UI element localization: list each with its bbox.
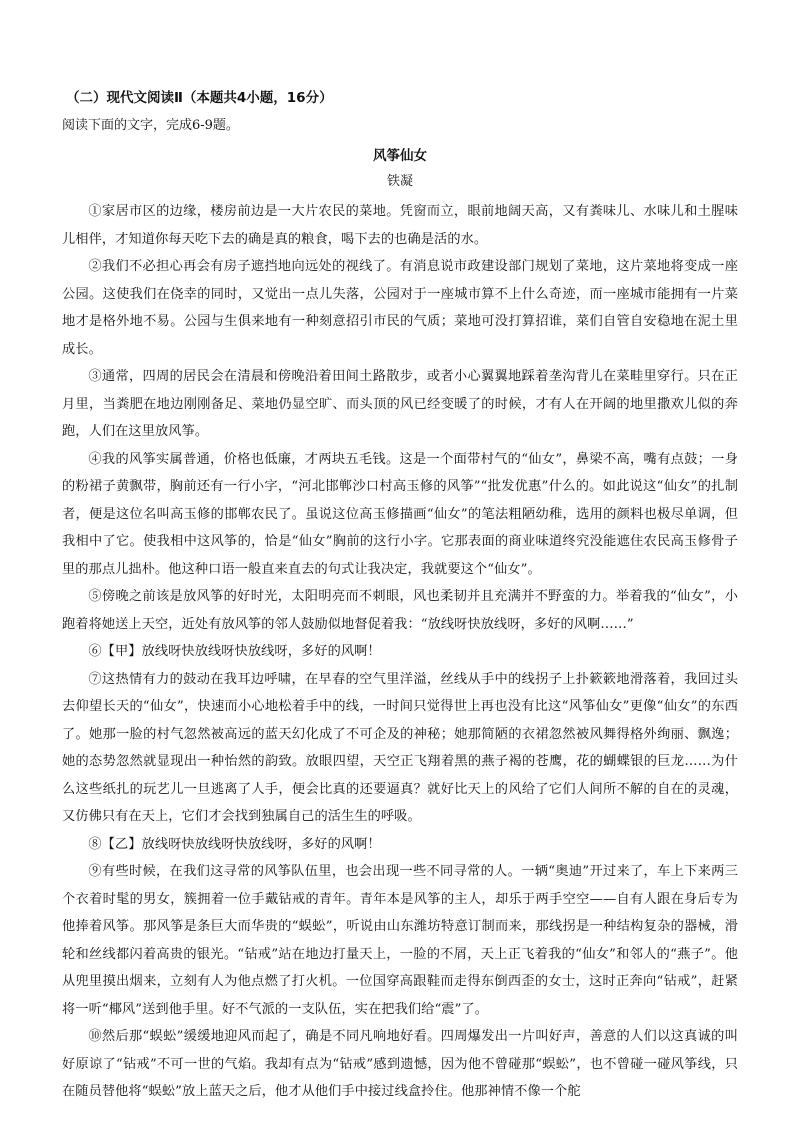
reading-instruction: 阅读下面的文字，完成6-9题。 [62, 118, 239, 133]
paragraph-1: ①家居市区的边缘，楼房前边是一大片农民的菜地。凭窗而立，眼前地阔天高，又有粪味儿、水味儿和土腥味儿相伴，才知道你每天吃下去的确是真的粮食，喝下去的也确是活的水。 [62, 204, 738, 247]
paragraph-9: ⑨有些时候，在我们这寻常的风筝队伍里，也会出现一些不同寻常的人。一辆“奥迪”开过来了，车上下来两三个衣着时髦的男女，簇拥着一位手戴钻戒的青年。青年本是风筝的主人，却乐于两手空空——自有人跟在身后专为他捧着风筝。那风筝是条巨大而华贵的“蜈蚣”，听说由山东潍坊特意订制而来，那线拐是一种结构复杂的器械，滑轮和丝线都闪着高贵的银光。“钻戒”站在地边打量天上，一脸的不屑，天上正飞着我的“仙女”和邻人的“燕子”。他从兜里摸出烟来，立刻有人为他点燃了打火机。一位国穿高跟鞋而走得东倒西歪的女士，这时正奔向“钻戒”，赶紧将一听“椰风”送到他手里。好不气派的一支队伍，实在把我们给“震”了。 [62, 864, 738, 1017]
section-title: （二）现代文阅读Ⅱ（本题共4小题，16分） [66, 90, 333, 106]
paragraph-7: ⑦这热情有力的鼓动在我耳边呼啸，在早春的空气里洋溢，丝线从手中的线拐子上扑簌簌地滑落着，我回过头去仰望长天的“仙女”，快速而小心地松着手中的线，一时间只觉得世上再也没有比这“风筝仙女”更像“仙女”的东西了。她那一脸的村气忽然被高远的蓝天幻化成了不可企及的神秘；她那简陋的衣裙忽然被风舞得格外绚丽、飘逸；她的态势忽然就显现出一种怡然的韵致。放眼四望，天空正飞翔着黑的燕子褐的苍鹰，花的蝴蝶银的巨龙……为什么这些纸扎的玩艺儿一旦逃离了人手，便会比真的还要逼真？就好比天上的风给了它们人间所不解的自在的灵魂，又仿佛只有在天上，它们才会找到独属自己的活生生的呼吸。 [62, 671, 738, 824]
document-page [62, 88, 738, 1106]
paragraph-6: ⑥【甲】放线呀快放线呀快放线呀，多好的风啊！ [88, 644, 381, 659]
paragraph-8: ⑧【乙】放线呀快放线呀快放线呀，多好的风啊！ [88, 836, 381, 852]
paragraph-2: ②我们不必担心再会有房子遮挡地向远处的视线了。有消息说市政建设部门规划了菜地，这片菜地将变成一座公园。这使我们在侥幸的同时，又觉出一点儿失落，公园对于一座城市算不上什么奇迹，而一座城市能拥有一片菜地才是格外地不易。公园与生俱来地有一种刻意招引市民的气质；菜地可没打算招谁，菜们自管自安稳地在泥土里成长。 [62, 259, 738, 357]
paragraph-10: ⑩然后那“蜈蚣”缓缓地迎风而起了，确是不同凡响地好看。四周爆发出一片叫好声，善意的人们以这真诚的叫好原谅了“钻戒”不可一世的气焰。我却有点为“钻戒”感到遗憾，因为他不曾碰那“蜈蚣”，也不曾碰一碰风筝线，只在随员替他将“蜈蚣”放上蓝天之后，他才从他们手中接过线盒拎住。他那神情不像一个舵 [62, 1029, 738, 1099]
essay-author: 铁凝 [386, 174, 413, 189]
paragraph-4: ④我的风筝实属普通，价格也低廉，才两块五毛钱。这是一个面带村气的“仙女”，鼻梁不高，嘴有点鼓；一身的粉裙子黄飘带，胸前还有一行小字，“河北邯郸沙口村高玉修的风筝”“批发优惠”什么的。如此说这“仙女”的扎制者，便是这位名叫高玉修的邯郸农民了。虽说这位高玉修描画“仙女”的笔法粗陋幼稚，选用的颜料也极尽单调，但我相中了它。使我相中这风筝的，恰是“仙女”胸前的这行小字。它那表面的商业味道终究没能遮住农民高玉修骨子里的那点儿拙朴。他这种口语一般直来直去的句式让我决定，我就要这个“仙女”。 [62, 451, 738, 577]
paragraph-3: ③通常，四周的居民会在清晨和傍晚沿着田间土路散步，或者小心翼翼地踩着垄沟背儿在菜畦里穿行。只在正月里，当粪肥在地边刚刚备足、菜地仍显空旷、而头顶的风已经变暖了的时候，才有人在开阔的地里撒欢儿似的奔跑，人们在这里放风筝。 [62, 369, 738, 439]
paragraph-5: ⑤傍晚之前该是放风筝的好时光，太阳明亮而不刺眼，风也柔韧并且充满并不野蛮的力。举着我的“仙女”，小跑着将她送上天空，近处有放风筝的邻人鼓励似地督促着我：“放线呀快放线呀，多好的风啊……” [62, 589, 738, 632]
essay-title: 风筝仙女 [373, 148, 427, 164]
